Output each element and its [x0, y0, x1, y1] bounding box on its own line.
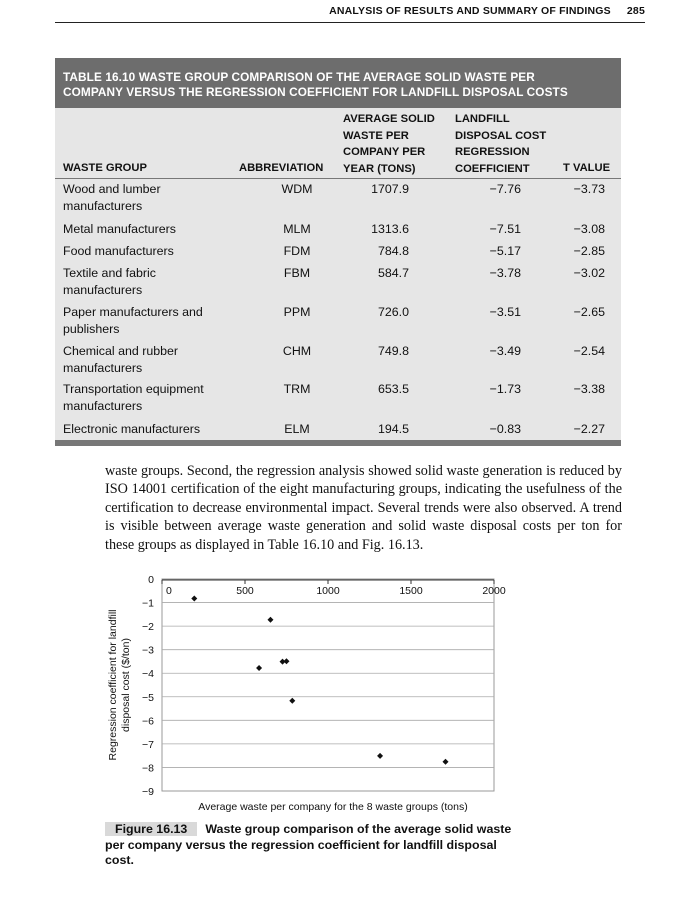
header-average-line-2: WASTE PER — [343, 129, 409, 142]
running-head — [329, 5, 645, 17]
cell-average: 726.0 — [377, 305, 409, 319]
cell-coefficient: −3.51 — [489, 305, 521, 319]
cell-coefficient: −1.73 — [489, 382, 521, 396]
data-point — [191, 596, 197, 602]
cell-t-value: −2.85 — [573, 244, 605, 258]
header-coef-line-4: COEFFICIENT — [455, 162, 530, 175]
cell-abbr: ELM — [284, 422, 310, 436]
cell-group: Food manufacturers — [63, 244, 174, 258]
running-header — [55, 4, 645, 23]
cell-group-line: Textile and fabric — [63, 266, 156, 280]
table-16-10 — [55, 58, 621, 446]
x-tick-label: 2000 — [482, 585, 506, 597]
cell-t-value: −2.27 — [573, 422, 605, 436]
cell-average: 1313.6 — [371, 222, 409, 236]
cell-group-line: manufacturers — [63, 198, 143, 213]
y-tick-label: −4 — [142, 668, 154, 681]
cell-average: 194.5 — [377, 422, 409, 436]
cell-coefficient: −5.17 — [489, 244, 521, 258]
y-tick-label: −6 — [142, 715, 154, 728]
cell-average: 1707.9 — [371, 182, 409, 196]
y-axis-label-line-2: disposal cost ($/ton) — [120, 638, 132, 732]
cell-abbr: CHM — [282, 344, 312, 358]
header-coefficient — [455, 111, 546, 177]
cell-group-line: manufacturers — [63, 360, 143, 375]
cell-average: 653.5 — [377, 382, 409, 396]
header-t-value: T VALUE — [563, 162, 611, 174]
cell-t-value: −2.54 — [573, 344, 605, 358]
running-title: ANALYSIS OF RESULTS AND SUMMARY OF FINDINGS — [329, 5, 611, 17]
y-tick-label: −7 — [142, 738, 154, 751]
cell-group — [63, 304, 233, 337]
data-point — [289, 698, 295, 704]
cell-group-line: publishers — [63, 321, 120, 336]
y-tick-label: −2 — [142, 621, 154, 634]
table-title-line-1: TABLE 16.10 WASTE GROUP COMPARISON OF THE AVERAGE SOLID WASTE PER — [63, 70, 535, 84]
cell-group — [63, 381, 233, 414]
cell-group-line: Wood and lumber — [63, 182, 161, 196]
data-point — [267, 617, 273, 623]
cell-abbr: FDM — [283, 244, 311, 258]
header-abbreviation: ABBREVIATION — [239, 162, 324, 174]
y-tick-label: −3 — [142, 644, 154, 657]
y-tick-label: −8 — [142, 762, 154, 775]
y-tick-label: −1 — [142, 597, 154, 610]
cell-group-line: Chemical and rubber — [63, 344, 179, 358]
header-average-waste — [343, 111, 435, 177]
cell-coefficient: −3.49 — [489, 344, 521, 358]
cell-abbr: MLM — [283, 222, 311, 236]
cell-t-value: −3.73 — [573, 182, 605, 196]
x-tick-label: 500 — [236, 585, 254, 597]
x-tick-label: 1000 — [316, 585, 340, 597]
figure-16-13-scatter-chart — [0, 566, 695, 816]
cell-group-line: manufacturers — [63, 282, 143, 297]
cell-abbr: WDM — [281, 182, 313, 196]
cell-group-line: Transportation equipment — [63, 382, 204, 396]
page-number: 285 — [626, 5, 645, 17]
figure-caption-text: Waste group comparison of the average solid waste per company versus the regression coefficient for landfill disposal cost. — [105, 822, 512, 867]
cell-abbr: TRM — [283, 382, 311, 396]
cell-coefficient: −7.76 — [489, 182, 521, 196]
header-average-line-4: YEAR (TONS) — [343, 162, 416, 175]
x-tick-label: 1500 — [399, 585, 423, 597]
cell-t-value: −3.38 — [573, 382, 605, 396]
y-tick-label: −9 — [142, 786, 154, 798]
cell-group-line: Paper manufacturers and — [63, 305, 203, 319]
header-coef-line-3: REGRESSION — [455, 146, 530, 158]
data-point — [283, 658, 289, 664]
cell-average: 784.8 — [377, 244, 409, 258]
header-coef-line-1: LANDFILL — [455, 113, 510, 125]
cell-average: 584.7 — [377, 266, 409, 280]
cell-abbr: FBM — [283, 266, 311, 280]
body-paragraph: waste groups. Second, the regression analysis showed solid waste generation is reduced by ISO 14001 certification of the eight manufacturing groups, indicating the usefulness of the certification to decrease environmental impact. Several trends were also observed. A trend is visible between average waste generation and solid waste disposal costs per ton for these groups as displayed in Table 16.10 and Fig. 16.13. — [105, 463, 622, 553]
data-point — [256, 665, 262, 671]
figure-label: Figure 16.13 — [105, 822, 197, 836]
cell-group-line: manufacturers — [63, 398, 143, 413]
cell-t-value: −3.08 — [573, 222, 605, 236]
header-coef-line-2: DISPOSAL COST — [455, 129, 547, 142]
cell-average: 749.8 — [377, 344, 409, 358]
cell-group — [63, 265, 233, 298]
header-average-line-3: COMPANY PER — [343, 146, 426, 158]
cell-t-value: −2.65 — [573, 305, 605, 319]
plot-frame — [162, 579, 494, 791]
cell-coefficient: −0.83 — [489, 422, 521, 436]
cell-coefficient: −7.51 — [489, 222, 521, 236]
data-point — [377, 753, 383, 759]
cell-group: Metal manufacturers — [63, 222, 176, 236]
cell-group — [63, 343, 233, 376]
y-axis-label-line-1: Regression coefficient for landfill — [107, 609, 119, 761]
header-average-line-1: AVERAGE SOLID — [343, 113, 435, 125]
figure-caption — [105, 822, 525, 869]
cell-coefficient: −3.78 — [489, 266, 521, 280]
table-title-line-2: COMPANY VERSUS THE REGRESSION COEFFICIENT FOR LANDFILL DISPOSAL COSTS — [63, 85, 568, 99]
x-axis-label: Average waste per company for the 8 waste groups (tons) — [198, 801, 468, 813]
y-tick-label: −5 — [142, 691, 154, 704]
cell-group — [63, 181, 233, 214]
x-tick-label: 0 — [166, 585, 172, 597]
cell-group: Electronic manufacturers — [63, 422, 201, 436]
cell-abbr: PPM — [283, 305, 311, 319]
header-waste-group: WASTE GROUP — [63, 162, 147, 174]
table-title — [55, 58, 621, 108]
table-header — [55, 108, 621, 179]
y-tick-label: 0 — [148, 574, 154, 586]
data-point — [443, 759, 449, 765]
cell-t-value: −3.02 — [573, 266, 605, 280]
